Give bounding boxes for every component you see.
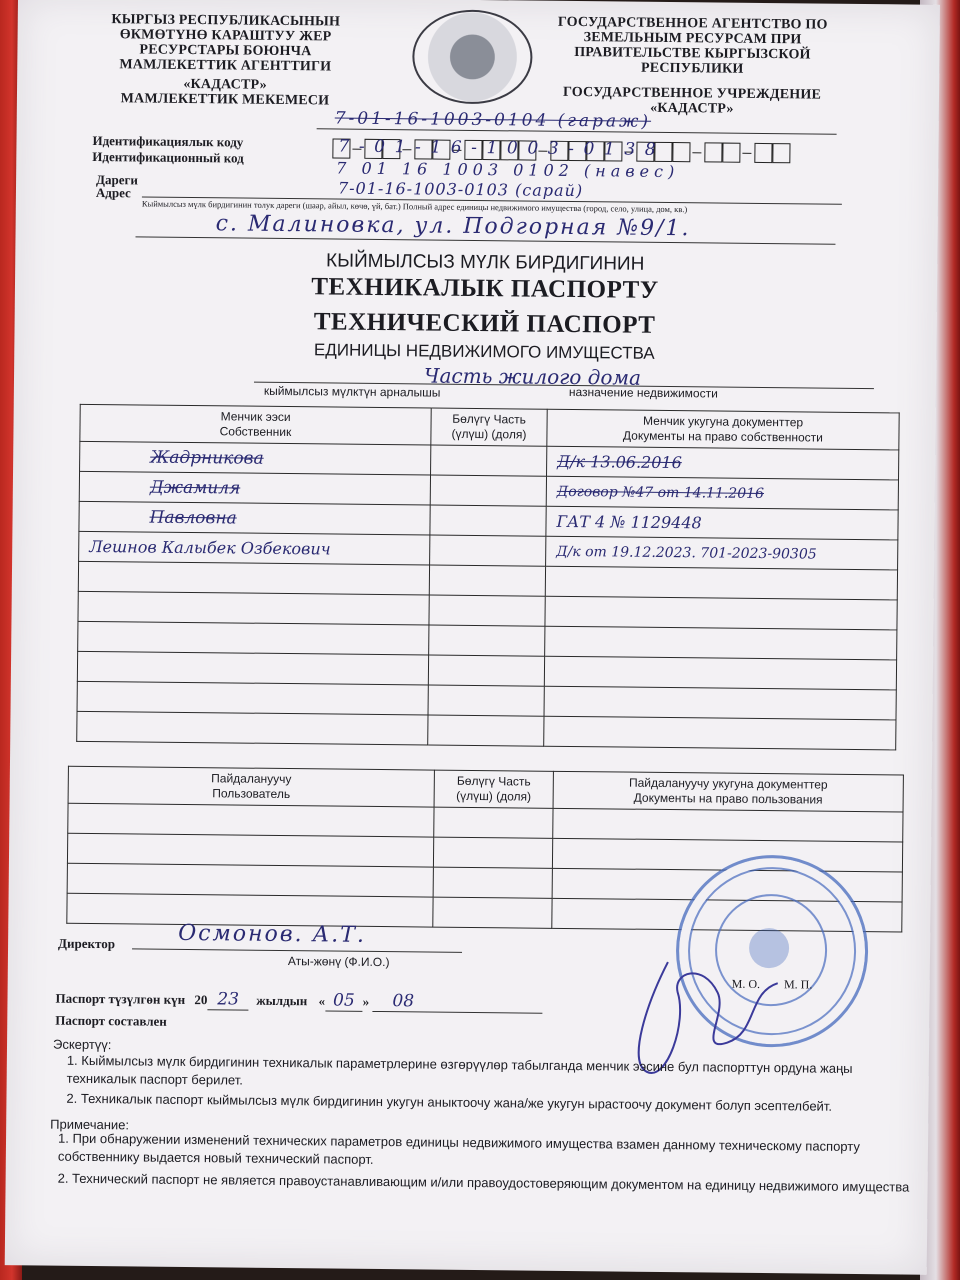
notes-ky-title: Эскертүү: <box>52 1036 112 1053</box>
issued-day-handwritten: 05 <box>325 990 363 1011</box>
doc-cell: ГАТ 4 № 1129448 <box>546 506 898 540</box>
header-left-line: МАМЛЕКЕТТИК МЕКЕМЕСИ <box>120 91 330 109</box>
header-text: Менчик ээси <box>220 409 291 425</box>
address-handwritten: с. Малиновка, ул. Подгорная №9/1. <box>215 211 691 242</box>
user-cell <box>68 803 434 837</box>
code-box <box>704 142 722 162</box>
title-line-1: КЫЙМЫЛСЫЗ МҮЛК БИРДИГИНИН <box>326 250 645 275</box>
header-text: Пайдалануучу укугуна документтер <box>628 775 828 792</box>
share-cell <box>430 535 546 566</box>
header-text: Собственник <box>219 424 292 440</box>
header-right-line: ГОСУДАРСТВЕННОЕ УЧРЕЖДЕНИЕ <box>562 84 822 103</box>
title-line-2: ТЕХНИКАЛЫК ПАСПОРТУ <box>311 273 659 304</box>
notes-ru-title: Примечание: <box>50 1116 130 1133</box>
owner-cell: Джамиля <box>79 471 430 505</box>
header-left-line: РЕСУРСТАРЫ БОЮНЧА <box>139 42 312 60</box>
code-box <box>722 143 740 163</box>
share-cell <box>433 897 552 928</box>
purpose-label-ky: кыймылсыз мүлктүн арналышы <box>263 383 441 400</box>
director-sub-label: Аты-жөнү (Ф.И.О.) <box>287 954 390 970</box>
header-docs <box>547 409 899 450</box>
share-cell <box>428 655 544 686</box>
issued-year-prefix: 20 <box>194 992 208 1008</box>
notes-ru-item: 2. Технический паспорт не является правоустанавливающим и/или правоудостоверяющим документом на единицу недвижимого имущества <box>57 1170 910 1195</box>
code-dash <box>692 152 701 153</box>
address-hint: Кыймылсыз мүлк бирдигинин толук дареги (шаар, айыл, көчө, үй, бат.) Полный адрес единицы недвижимого имущества (город, село, улица, дом, кв.) <box>141 198 688 215</box>
doc-cell: Д/к 13.06.2016 <box>547 446 899 480</box>
share-cell <box>428 685 544 716</box>
owner-cell <box>78 621 429 655</box>
director-name-handwritten: Осмонов. А.Т. <box>178 920 367 948</box>
owner-cell <box>77 681 428 715</box>
header-left-line: МАМЛЕКЕТТИК АГЕНТТИГИ <box>119 57 332 75</box>
owners-table <box>76 404 899 751</box>
doc-cell <box>545 626 897 660</box>
code-box <box>772 143 790 163</box>
doc-cell: Договор №47 от 14.11.2016 <box>546 476 898 510</box>
header-text: Пайдалануучу <box>211 771 292 787</box>
id-label-ky: Идентификациялык коду <box>92 132 244 150</box>
title-line-3: ТЕХНИЧЕСКИЙ ПАСПОРТ <box>313 308 656 339</box>
close-quote: » <box>362 993 370 1009</box>
issued-label-ru: Паспорт составлен <box>55 1012 167 1029</box>
issued-date-row <box>55 988 542 1014</box>
notes-ky-item: 1. Кыймылсыз мүлк бирдигинин техникалык параметрлерине өзгөрүүлөр табылганда менчик ээсине бул паспорттун ордуна жаңы техникалык паспорт берилет. <box>66 1052 853 1088</box>
title-line-4: ЕДИНИЦЫ НЕДВИЖИМОГО ИМУЩЕСТВА <box>313 340 655 363</box>
share-cell <box>428 715 544 746</box>
header-right-line: ГОСУДАРСТВЕННОЕ АГЕНТСТВО ПО <box>557 14 828 33</box>
share-cell <box>431 445 547 476</box>
code-box <box>754 143 772 163</box>
owner-cell: Павловна <box>79 501 430 535</box>
doc-cell <box>544 686 896 720</box>
code-box <box>672 142 690 162</box>
header-left <box>75 12 376 109</box>
header-right <box>537 15 848 118</box>
header-text: Бөлүгү Часть <box>452 411 527 427</box>
share-cell <box>433 837 552 868</box>
open-quote: « <box>318 993 326 1009</box>
header-text: (үлүш) (доля) <box>456 788 532 804</box>
owner-cell <box>77 651 428 685</box>
share-cell <box>429 625 545 656</box>
header-docs <box>553 771 903 812</box>
header-owner <box>80 404 431 445</box>
share-cell <box>429 565 545 596</box>
header-user <box>68 766 434 807</box>
stamp-place-label: М. О. М. П. <box>731 976 813 992</box>
header-right-line: ЗЕМЕЛЬНЫМ РЕСУРСАМ ПРИ <box>583 30 802 48</box>
passport-page <box>5 0 940 1275</box>
id-code-handwritten-2: 7 01 16 1003 0102 (навес) <box>336 158 680 182</box>
header-left-line: «КАДАСТР» <box>183 76 267 93</box>
share-cell <box>433 867 552 898</box>
header-left-line: КЫРГЫЗ РЕСПУБЛИКАСЫНЫН <box>111 12 341 30</box>
agency-emblem-icon <box>412 9 533 104</box>
share-cell <box>434 807 553 838</box>
header-text: Документы на право собственности <box>622 428 824 445</box>
id-label-ru: Идентификационный код <box>92 148 244 166</box>
issued-month-handwritten: 08 <box>372 991 542 1014</box>
purpose-handwritten: Часть жилого дома <box>423 363 642 390</box>
user-cell <box>67 833 433 867</box>
purpose-label-ru: назначение недвижимости <box>568 384 718 401</box>
notes-ru-item: 1. При обнаружении изменений технических параметров единицы недвижимого имущества взамен данному техническому паспорту собственнику выдается новый технический паспорт. <box>57 1130 860 1167</box>
owner-cell: Жадрникова <box>80 441 431 475</box>
director-label: Директор <box>58 935 116 952</box>
header-right-line: ПРАВИТЕЛЬСТВЕ КЫРГЫЗСКОЙ <box>574 45 811 63</box>
share-cell <box>430 505 546 536</box>
notes-ky-item: 2. Техникалык паспорт кыймылсыз мүлк бирдигинин укугун аныктоочу жана/же укугун ырастоочу документ болуп эсептелбейт. <box>66 1090 833 1114</box>
header-right-line: РЕСПУБЛИКИ <box>640 60 744 77</box>
user-cell <box>67 863 433 897</box>
owner-cell: Лешнов Калыбек Озбекович <box>79 531 430 565</box>
owner-cell <box>78 561 429 595</box>
director-line <box>132 948 462 952</box>
doc-cell <box>545 566 897 600</box>
doc-cell <box>545 596 897 630</box>
doc-cell <box>553 808 903 842</box>
issued-label-a: Паспорт түзүлгөн күн <box>55 990 186 1007</box>
owner-cell <box>77 711 428 745</box>
issued-year-handwritten: 23 <box>207 989 249 1010</box>
header-right-line: «КАДАСТР» <box>650 100 734 117</box>
header-share <box>434 770 553 808</box>
address-label-ky: Дареги <box>96 172 139 188</box>
doc-cell <box>544 656 896 690</box>
id-code-handwritten-1: 7-01-16-1003-0104 (гараж) <box>334 108 652 132</box>
issued-label-b: жылдын <box>256 992 308 1009</box>
header-text: Пользователь <box>212 786 291 802</box>
header-left-line: ӨКМӨТҮНӨ КАРАШТУУ ЖЕР <box>119 27 332 45</box>
id-code-handwritten-boxes: 7-01-16-1003-0138 <box>338 136 666 160</box>
doc-cell <box>544 716 896 750</box>
address-label-ru: Адрес <box>95 184 131 201</box>
header-text: Менчик укугуна документтер <box>642 413 804 430</box>
header-text: (үлүш) (доля) <box>451 426 527 442</box>
header-text: Бөлүгү Часть <box>456 773 531 789</box>
share-cell <box>430 475 546 506</box>
owner-cell <box>78 591 429 625</box>
share-cell <box>429 595 545 626</box>
code-dash <box>742 153 751 154</box>
header-share <box>431 408 547 446</box>
header-text: Документы на право пользования <box>633 790 823 807</box>
doc-cell: Д/к от 19.12.2023. 701-2023-90305 <box>546 536 898 570</box>
id-code-handwritten-3: 7-01-16-1003-0103 (сарай) <box>337 178 584 201</box>
